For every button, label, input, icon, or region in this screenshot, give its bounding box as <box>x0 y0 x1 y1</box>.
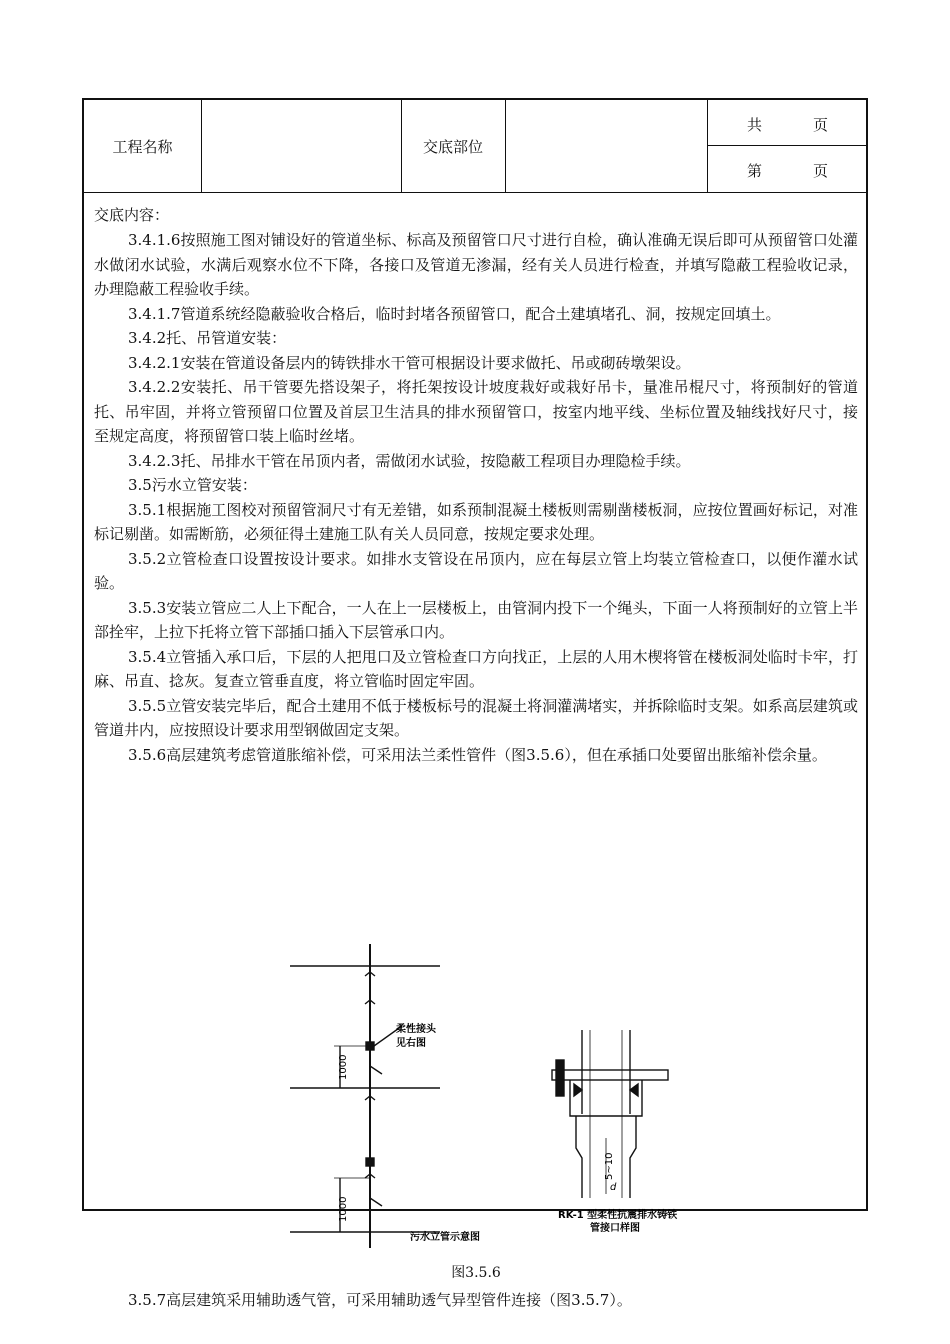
disclosure-sheet <box>82 98 868 1309</box>
right-figure-subtitle: 管接口样图 <box>590 1223 640 1234</box>
paragraph: 3.4.2.3托、吊排水干管在吊顶内者，需做闭水试验，按隐蔽工程项目办理隐检手续。 <box>128 451 691 470</box>
paragraph: 3.5.6高层建筑考虑管道胀缩补偿，可采用法兰柔性管件（图3.5.6），但在承插口处要留出胀缩补偿余量。 <box>128 745 827 764</box>
paragraph: 3.5.7高层建筑采用辅助透气管，可采用辅助透气异型管件连接（图3.5.7）。 <box>128 1291 632 1309</box>
left-figure-title: 污水立管示意图 <box>410 1232 480 1243</box>
note-flex-joint: 柔性接头 <box>396 1024 436 1035</box>
content-area <box>94 204 858 1309</box>
part-value <box>505 100 707 192</box>
dimension-1000: 1000 <box>338 1196 349 1222</box>
paragraph: 3.5.3安装立管应二人上下配合，一人在上一层楼板上，由管洞内投下一个绳头，下面一人将预制好的立管上半部拴牢，上拉下托将立管下部插口插入下层管承口内。 <box>94 598 858 641</box>
part-label: 交底部位 <box>422 137 483 156</box>
project-name-value <box>201 100 401 192</box>
dimension-1000: 1000 <box>338 1054 349 1080</box>
figure-3-5-6 <box>290 938 678 1258</box>
paragraph: 3.5.1根据施工图校对预留管洞尺寸有无差错，如系预制混凝土楼板则需剔凿楼板洞，应按位置画好标记，对准标记剔凿。如需断筋，必须征得土建施工队有关人员同意，按规定要求处理。 <box>94 500 858 543</box>
right-figure-title: RK-1 型柔性抗震排水铸铁 <box>558 1210 678 1221</box>
paragraph: 3.4.2.2安装托、吊干管要先搭设架子，将托架按设计坡度栽好或栽好吊卡，量准吊棍尺寸，将预制好的管道托、吊牢固，并将立管预留口位置及首层卫生洁具的排水预留管口，按室内地平线、坐标位置及轴线找好尺寸，接至规定高度，将预留管口装上临时丝堵。 <box>94 378 858 445</box>
riser-stack-drawing <box>290 944 440 1248</box>
total-pages: 共 页 <box>747 116 829 134</box>
page-number: 第 页 <box>747 162 829 180</box>
figure-caption: 图3.5.6 <box>451 1265 501 1281</box>
note-see-right: 见右图 <box>396 1038 426 1049</box>
project-name-label: 工程名称 <box>112 137 173 156</box>
paragraph: 3.4.1.7管道系统经隐蔽验收合格后，临时封堵各预留管口，配合土建填堵孔、洞，按规定回填土。 <box>128 304 781 323</box>
header-table <box>84 100 866 193</box>
paragraph: 3.5.4立管插入承口后，下层的人把甩口及立管检查口方向找正，上层的人用木楔将管在楼板洞处临时卡牢，打麻、吊直、捻灰。复查立管垂直度，将立管临时固定牢固。 <box>94 647 858 690</box>
diameter-label: d <box>610 1182 617 1193</box>
paragraph: 3.4.2托、吊管道安装： <box>128 329 287 347</box>
content-label: 交底内容： <box>94 206 170 224</box>
gap-dimension: 5~10 <box>604 1152 615 1180</box>
paragraph: 3.5.2立管检查口设置按设计要求。如排水支管设在吊顶内，应在每层立管上均装立管检查口，以便作灌水试验。 <box>94 549 858 592</box>
paragraph: 3.4.1.6按照施工图对铺设好的管道坐标、标高及预留管口尺寸进行自检，确认准确无误后即可从预留管口处灌水做闭水试验，水满后观察水位不下降，各接口及管道无渗漏，经有关人员进行检查，并填写隐蔽工程验收记录，办理隐蔽工程验收手续。 <box>94 231 858 298</box>
paragraph: 3.5.5立管安装完毕后，配合土建用不低于楼板标号的混凝土将洞灌满堵实，并拆除临时支架。如系高层建筑或管道井内，应按照设计要求用型钢做固定支架。 <box>94 696 858 739</box>
paragraph: 3.4.2.1安装在管道设备层内的铸铁排水干管可根据设计要求做托、吊或砌砖墩架设。 <box>128 353 691 372</box>
paragraph: 3.5污水立管安装： <box>128 476 257 494</box>
pipe-diagram <box>290 938 678 1258</box>
